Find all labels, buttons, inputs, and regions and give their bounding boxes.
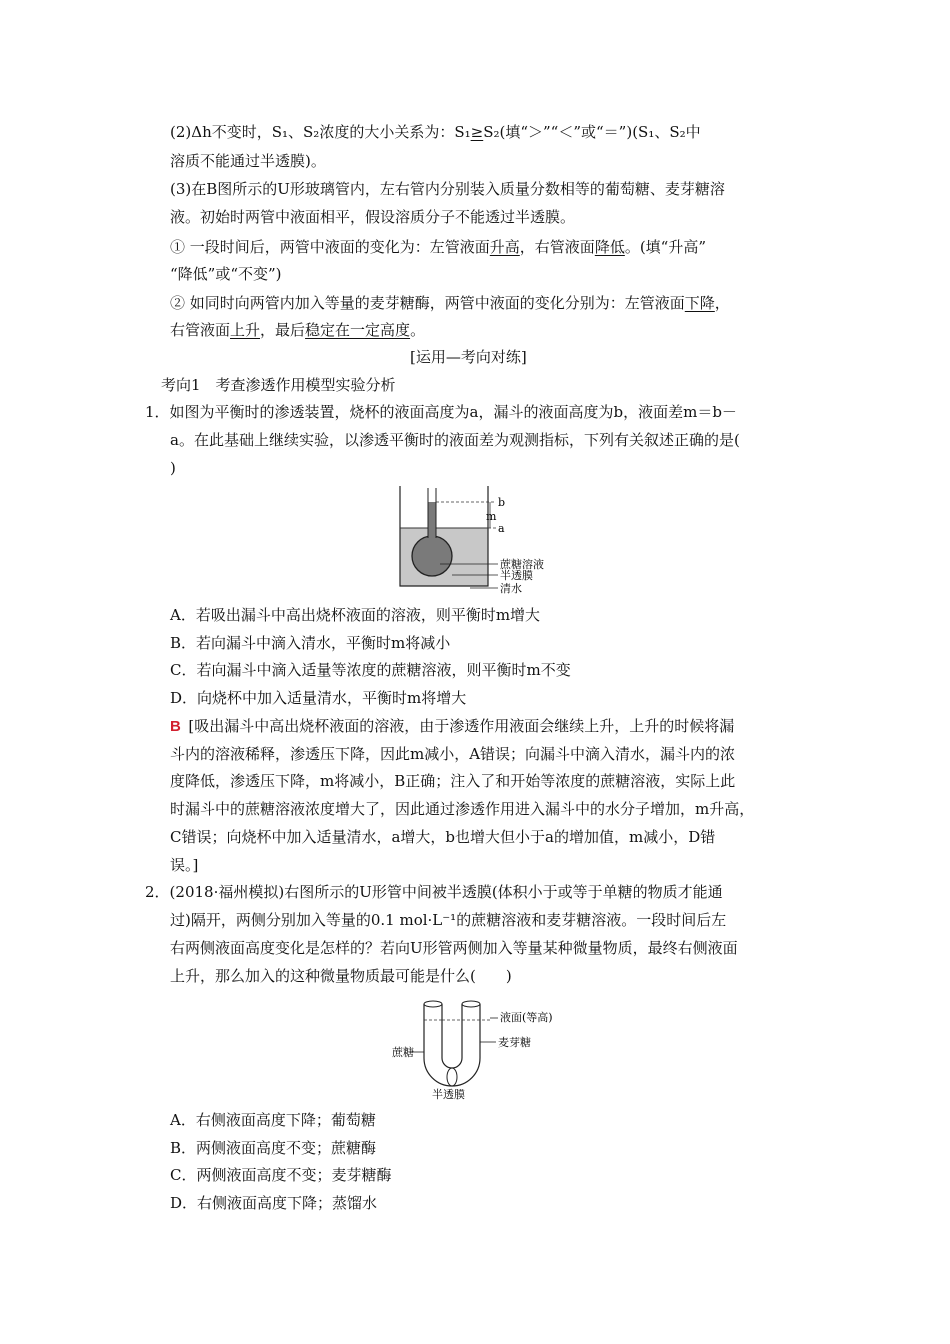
label-maltose: 麦芽糖 <box>498 1036 531 1049</box>
label-membrane: 半透膜 <box>432 1088 465 1101</box>
text: ， <box>714 294 730 312</box>
q2-line4: 上升，那么加入的这种微量物质最可能是什么( ) <box>170 967 512 985</box>
label-clear-water: 清水 <box>500 582 522 595</box>
text: ② 如同时向两管内加入等量的麦芽糖酶，两管中液面的变化分别为：左管液面 <box>170 294 685 312</box>
q2-option-b: B．两侧液面高度不变；蔗糖酶 <box>170 1139 377 1157</box>
q2-option-d: D．右侧液面高度下降；蒸馏水 <box>170 1194 378 1212</box>
u-tube-outer <box>424 1004 480 1086</box>
q2-option-c: C．两侧液面高度不变；麦芽糖酶 <box>170 1166 392 1184</box>
funnel-stem-solution <box>428 502 436 540</box>
q1-line3: ) <box>170 459 176 477</box>
text: (2)Δh不变时，S₁、S₂浓度的大小关系为：S₁ <box>170 123 471 141</box>
funnel-bulb <box>412 536 452 576</box>
text: S₂(填“＞”“＜”或“＝”)(S₁、S₂中 <box>483 123 701 141</box>
p3-2-line1 <box>170 293 730 313</box>
text: ，右管液面 <box>519 238 595 256</box>
text: 。 <box>410 321 426 339</box>
section-title: [运用—考向对练] <box>410 348 527 366</box>
q1-option-c: C．若向漏斗中滴入适量等浓度的蔗糖溶液，则平衡时m不变 <box>170 661 571 679</box>
answer-blank: 下降 <box>684 294 715 312</box>
p3-line1: (3)在B图所示的U形玻璃管内，左右管内分别装入质量分数相等的葡萄糖、麦芽糖溶 <box>170 180 725 198</box>
text: ① 一段时间后，两管中液面的变化为：左管液面 <box>170 238 490 256</box>
text: [吸出漏斗中高出烧杯液面的溶液，由于渗透作用液面会继续上升，上升的时候将漏 <box>188 717 735 735</box>
text: ，最后 <box>260 321 306 339</box>
q2-line2: 过)隔开，两侧分别加入等量的0.1 mol·L⁻¹的蔗糖溶液和麦芽糖溶液。一段时间后左 <box>170 911 727 929</box>
p2-line1 <box>170 122 701 142</box>
q1-line1: 1．如图为平衡时的渗透装置，烧杯的液面高度为a，漏斗的液面高度为b，液面差m＝b－ <box>145 403 737 421</box>
text: 右管液面 <box>170 321 231 339</box>
p3-2-line2 <box>170 320 425 340</box>
answer-letter: B <box>170 718 181 735</box>
q2-line1: 2．(2018·福州模拟)右图所示的U形管中间被半透膜(体积小于或等于单糖的物质才能通 <box>145 883 723 901</box>
q2-option-a: A．右侧液面高度下降；葡萄糖 <box>170 1111 376 1129</box>
label-liquid-level: 液面(等高) <box>500 1011 553 1024</box>
u-tube-figure <box>390 994 570 1102</box>
u-tube-inner <box>442 1004 462 1068</box>
semipermeable-membrane <box>447 1068 457 1086</box>
answer-blank: ≥ <box>470 123 484 141</box>
answer-blank: 上升 <box>230 321 261 339</box>
osmosis-apparatus-figure <box>390 484 570 600</box>
p3-line2: 液。初始时两管中液面相平，假设溶质分子不能透过半透膜。 <box>170 208 576 226</box>
answer-blank: 升高 <box>489 238 520 256</box>
text: 。(填“升高” <box>624 238 707 256</box>
q1-explain-line2: 斗内的溶液稀释，渗透压下降，因此m减小，A错误；向漏斗中滴入清水，漏斗内的浓 <box>170 745 736 763</box>
q1-option-a: A．若吸出漏斗中高出烧杯液面的溶液，则平衡时m增大 <box>170 606 541 624</box>
q1-explain-line1 <box>170 716 734 737</box>
q1-explain-line5: C错误；向烧杯中加入适量清水，a增大，b也增大但小于a的增加值，m减小，D错 <box>170 828 716 846</box>
left-tube-opening <box>424 1001 442 1007</box>
label-m: m <box>486 510 497 523</box>
q1-explain-line3: 度降低，渗透压下降，m将减小，B正确；注入了和开始等浓度的蔗糖溶液，实际上此 <box>170 772 736 790</box>
label-sucrose-solution: 蔗糖溶液 <box>500 558 544 571</box>
p3-1-line1 <box>170 237 706 257</box>
label-a: a <box>498 522 505 535</box>
p2-line2: 溶质不能通过半透膜)。 <box>170 152 326 170</box>
q1-option-b: B．若向漏斗中滴入清水，平衡时m将减小 <box>170 634 451 652</box>
label-sucrose: 蔗糖 <box>392 1046 414 1059</box>
q2-line3: 右两侧液面高度变化是怎样的？若向U形管两侧加入等量某种微量物质，最终右侧液面 <box>170 939 738 957</box>
label-b: b <box>498 496 506 509</box>
q1-explain-line6: 误。] <box>170 856 199 874</box>
answer-blank: 降低 <box>594 238 625 256</box>
q1-explain-line4: 时漏斗中的蔗糖溶液浓度增大了，因此通过渗透作用进入漏斗中的水分子增加，m升高， <box>170 800 755 818</box>
q1-option-d: D．向烧杯中加入适量清水，平衡时m将增大 <box>170 689 467 707</box>
p3-1-line2: “降低”或“不变”) <box>170 265 282 283</box>
right-tube-opening <box>462 1001 480 1007</box>
label-semipermeable-membrane: 半透膜 <box>500 569 533 582</box>
direction-heading: 考向1 考查渗透作用模型实验分析 <box>161 376 396 394</box>
q1-line2: a。在此基础上继续实验，以渗透平衡时的液面差为观测指标，下列有关叙述正确的是( <box>170 431 740 449</box>
answer-blank: 稳定在一定高度 <box>305 321 411 339</box>
